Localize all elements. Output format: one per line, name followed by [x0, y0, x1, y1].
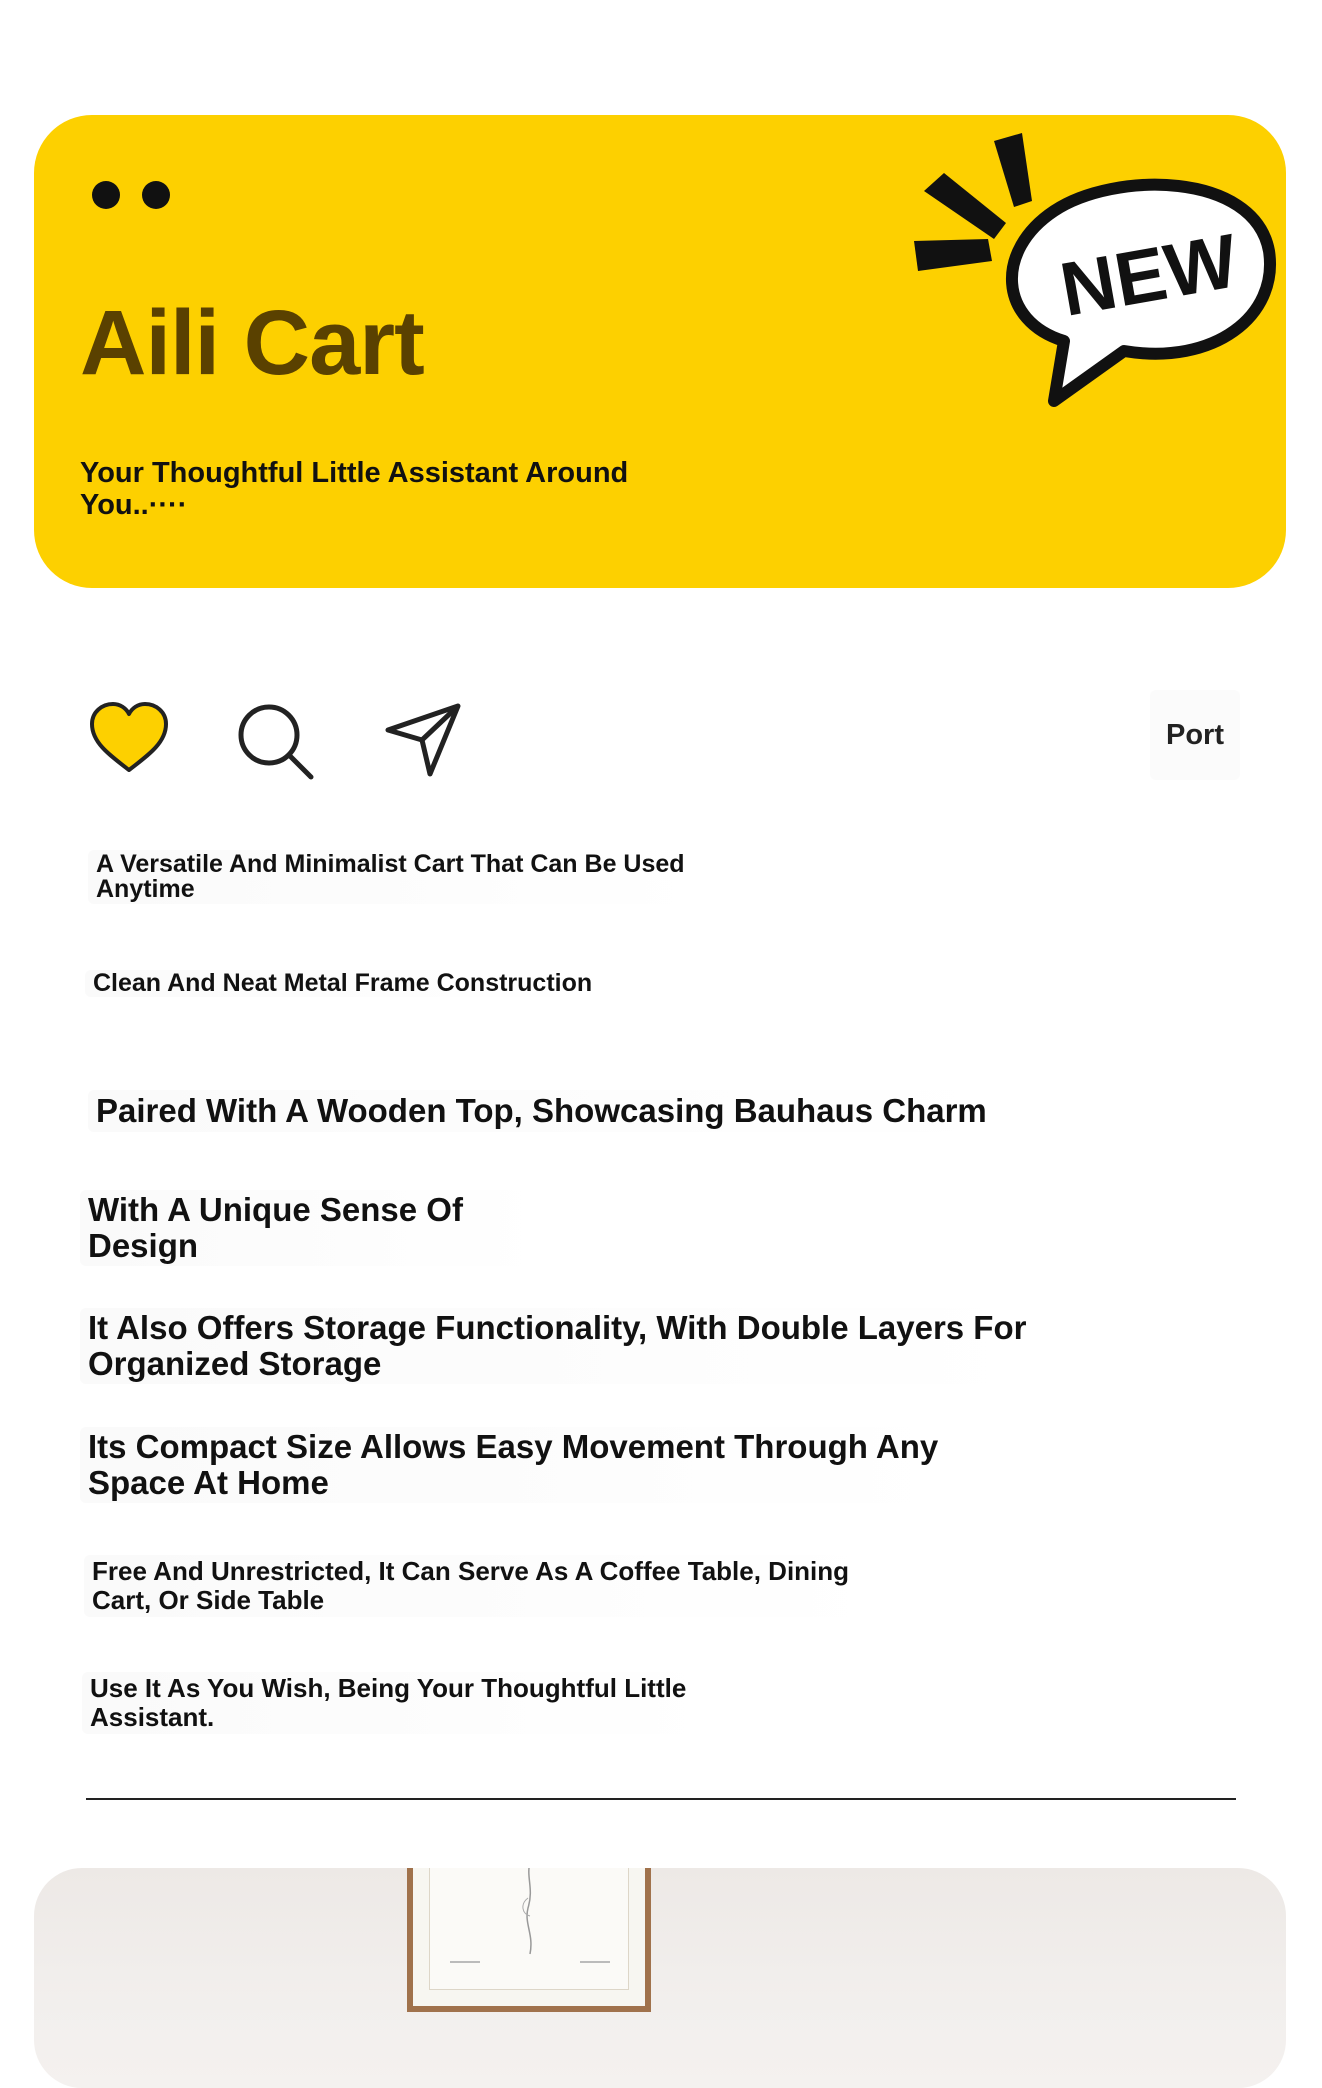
- dot-2: [142, 181, 170, 209]
- feature-6: Its Compact Size Allows Easy Movement Through Any Space At Home: [80, 1427, 956, 1503]
- sketch-figure: [430, 1868, 630, 1978]
- new-badge: [914, 131, 1284, 421]
- heart-icon[interactable]: [88, 700, 170, 781]
- section-divider: [86, 1798, 1236, 1800]
- send-icon[interactable]: [384, 702, 462, 783]
- feature-5: It Also Offers Storage Functionality, With Double Layers For Organized Storage: [80, 1308, 1036, 1384]
- feature-8: Use It As You Wish, Being Your Thoughtful Little Assistant.: [82, 1672, 718, 1734]
- hero-banner: [34, 115, 1286, 588]
- search-icon[interactable]: [235, 701, 317, 788]
- feature-4: With A Unique Sense Of Design: [80, 1190, 546, 1266]
- wall-frame: [407, 1868, 651, 2012]
- feature-7: Free And Unrestricted, It Can Serve As A Coffee Table, Dining Cart, Or Side Table: [84, 1555, 890, 1617]
- new-badge-label: NEW: [1054, 218, 1244, 333]
- product-photo: [34, 1868, 1286, 2088]
- feature-2: Clean And Neat Metal Frame Construction: [85, 970, 601, 997]
- page-title: Aili Cart: [80, 292, 424, 394]
- feature-1: A Versatile And Minimalist Cart That Can Be Used Anytime: [88, 850, 704, 904]
- port-button[interactable]: Port: [1150, 690, 1240, 780]
- dot-1: [92, 181, 120, 209]
- page-subtitle: Your Thoughtful Little Assistant Around You..····: [80, 457, 629, 521]
- feature-3: Paired With A Wooden Top, Showcasing Bauhaus Charm: [88, 1090, 1004, 1132]
